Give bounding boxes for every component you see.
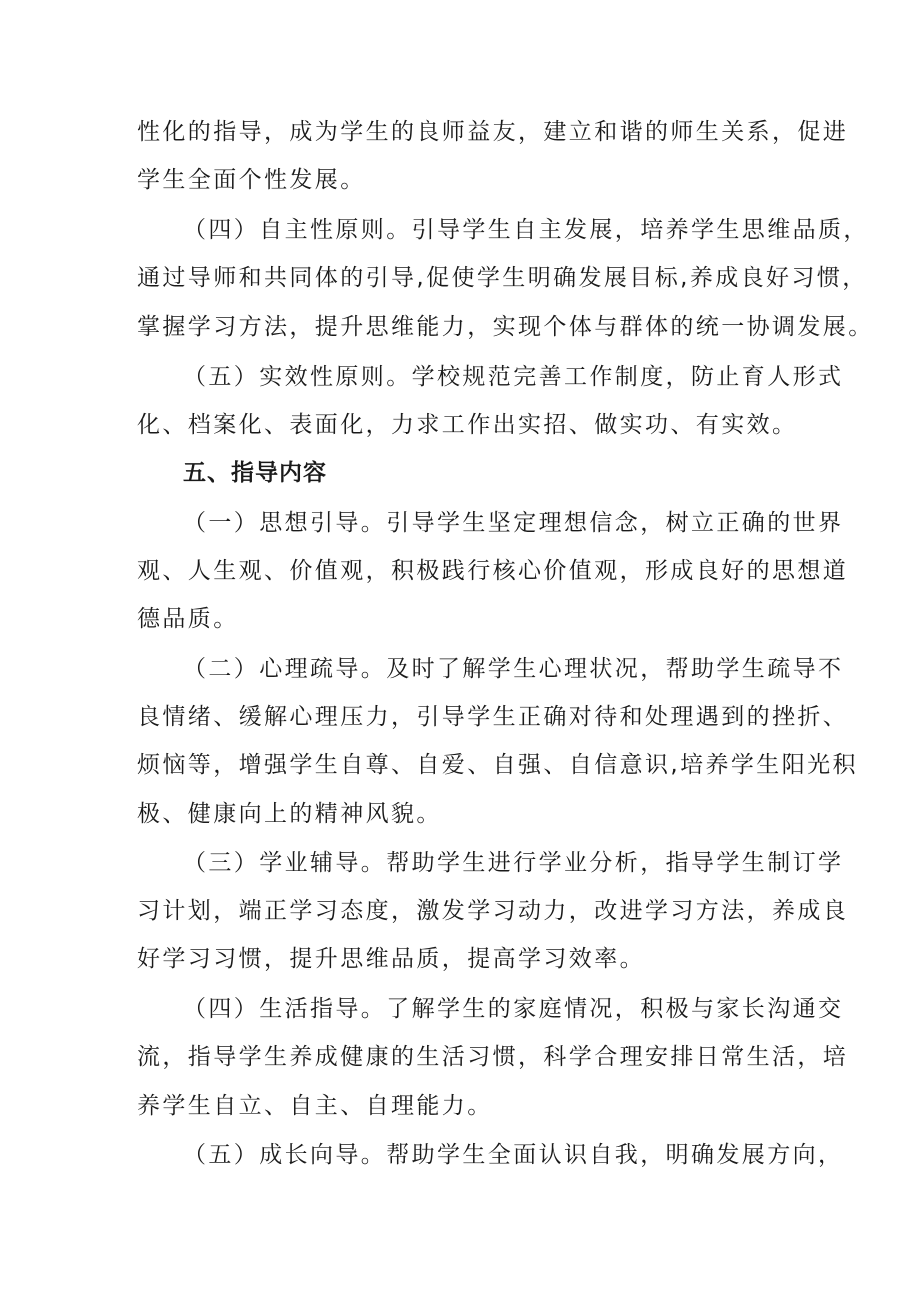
text-line: 养学生自立、自主、自理能力。 (137, 1093, 493, 1119)
text-line: （一）思想引导。引导学生坚定理想信念，树立正确的世界 (183, 510, 844, 536)
text-line: 学生全面个性发展。 (137, 167, 366, 193)
text-line: 良情绪、缓解心理压力，引导学生正确对待和处理遇到的挫折、 (137, 704, 849, 730)
text-line: 习计划，端正学习态度，激发学习动力，改进学习方法，养成良 (137, 898, 849, 924)
text-line: （三）学业辅导。帮助学生进行学业分析，指导学生制订学 (183, 850, 844, 876)
text-line: 掌握学习方法，提升思维能力，实现个体与群体的统一协调发展。 (137, 314, 874, 340)
text-line: 流，指导学生养成健康的生活习惯，科学合理安排日常生活，培 (137, 1044, 849, 1070)
text-line: （四）生活指导。了解学生的家庭情况，积极与家长沟通交 (183, 996, 844, 1022)
text-line: 化、档案化、表面化，力求工作出实招、做实功、有实效。 (137, 412, 798, 438)
text-line: （二）心理疏导。及时了解学生心理状况，帮助学生疏导不 (183, 656, 844, 682)
text-line: 观、人生观、价值观，积极践行核心价值观，形成良好的思想道 (137, 558, 849, 584)
text-line: （五）成长向导。帮助学生全面认识自我，明确发展方向， (183, 1142, 844, 1168)
text-line: （四）自主性原则。引导学生自主发展，培养学生思维品质， (183, 217, 869, 243)
text-line: 德品质。 (137, 606, 239, 632)
section-heading: 五、指导内容 (183, 460, 327, 486)
text-line: 通过导师和共同体的引导,促使学生明确发展目标,养成良好习惯， (137, 265, 868, 291)
text-line: 性化的指导，成为学生的良师益友，建立和谐的师生关系，促进 (137, 119, 849, 145)
text-line: （五）实效性原则。学校规范完善工作制度，防止育人形式 (183, 364, 844, 390)
text-line: 烦恼等，增强学生自尊、自爱、自强、自信意识,培养学生阳光积 (137, 752, 858, 778)
text-line: 极、健康向上的精神风貌。 (137, 801, 442, 827)
text-line: 好学习习惯，提升思维品质，提高学习效率。 (137, 946, 645, 972)
